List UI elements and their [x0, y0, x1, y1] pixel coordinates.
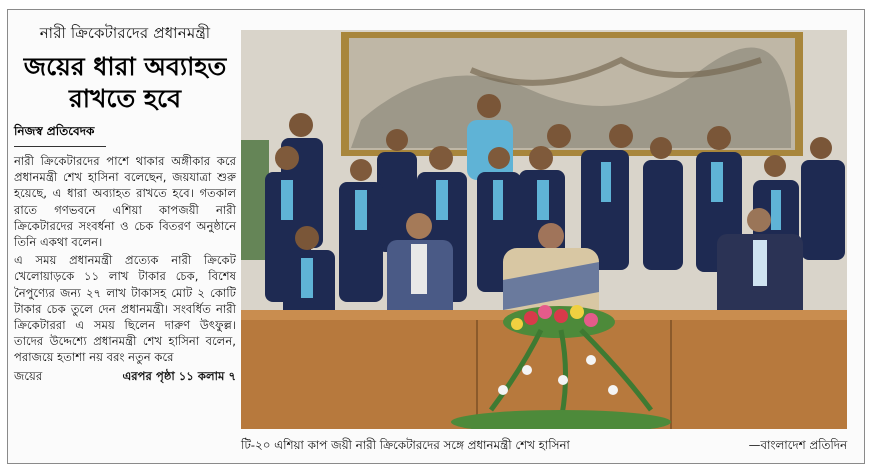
last-word: জয়ের: [14, 368, 43, 383]
article-byline: নিজস্ব প্রতিবেদক: [14, 123, 106, 147]
headline-line-1: জয়ের ধারা অব্যাহত: [23, 52, 227, 81]
article-body: [14, 153, 236, 366]
continuation-line: [14, 368, 236, 384]
photo-caption: টি-২০ এশিয়া কাপ জয়ী নারী ক্রিকেটারদের সঙ্গে প্রধানমন্ত্রী শেখ হাসিনা: [241, 438, 570, 452]
article-kicker: নারী ক্রিকেটারদের প্রধানমন্ত্রী: [39, 24, 211, 42]
article-headline: [14, 51, 236, 115]
jump-reference: এরপর পৃষ্ঠা ১১ কলাম ৭: [122, 368, 236, 383]
photo-credit: —বাংলাদেশ প্রতিদিন: [748, 438, 847, 452]
team-photo-illustration: [241, 30, 847, 429]
article-paragraph-2: এ সময় প্রধানমন্ত্রী প্রত্যেক নারী ক্রিকেট খেলোয়াড়কে ১১ লাখ টাকার চেক, বিশেষ নৈপুণ্যের জন্য ২৭ লাখ টাকাসহ মোট ২ কোটি টাকার চেক তুলে দেন প্রধানমন্ত্রী। সংবর্ধিত নারী ক্রিকেটাররা এ সময় ছিলেন দারুণ উৎফুল্ল। তাদের উদ্দেশ্যে প্রধানমন্ত্রী শেখ হাসিনা বলেন, পরাজয়ে হতাশা নয় বরং নতুন করে: [14, 253, 236, 365]
headline-line-2: রাখতে হবে: [68, 84, 182, 113]
team-photo: [241, 30, 847, 429]
article-column: [14, 22, 236, 384]
photo-caption-row: [241, 436, 847, 456]
article-paragraph-1: নারী ক্রিকেটারদের পাশে থাকার অঙ্গীকার করে প্রধানমন্ত্রী শেখ হাসিনা বলেছেন, জয়যাত্রা শুরু হয়েছে, এ ধারা অব্যাহত রাখতে হবে। গতকাল রাতে গণভবনে এশিয়া কাপজয়ী নারী ক্রিকেটারদের সংবর্ধনা ও চেক বিতরণ অনুষ্ঠানে তিনি একথা বলেন।: [14, 154, 236, 250]
